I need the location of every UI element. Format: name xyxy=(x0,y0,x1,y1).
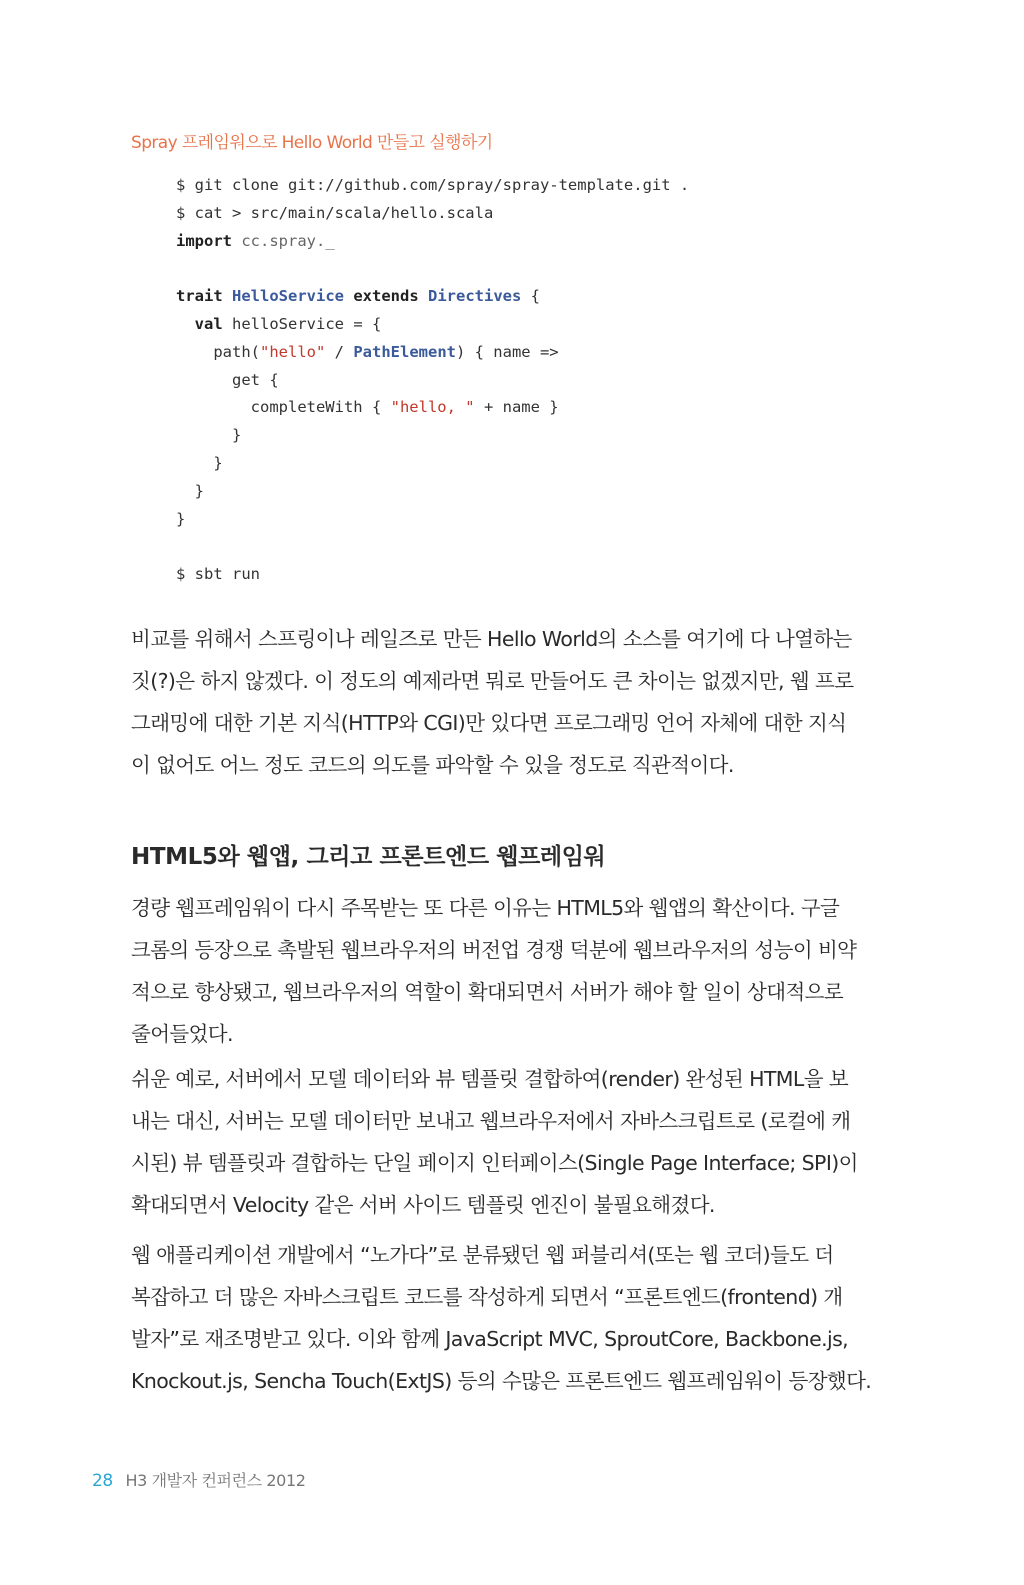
code-token: { xyxy=(521,287,541,306)
code-token: $ sbt run xyxy=(176,565,260,584)
code-token: get { xyxy=(176,370,279,389)
text-line: 내는 대신, 서버는 모델 데이터만 보내고 웹브라우저에서 자바스크립트로 (로컬에 캐 xyxy=(131,1109,851,1133)
code-line xyxy=(176,172,689,200)
text-line: 경량 웹프레임워이 다시 주목받는 또 다른 이유는 HTML5와 웹앱의 확산이다. 구글 xyxy=(131,896,840,920)
code-token: HelloService xyxy=(232,287,344,306)
code-caption: Spray 프레임워으로 Hello World 만들고 실행하기 xyxy=(131,133,493,153)
code-token: "hello, " xyxy=(390,398,475,417)
section-heading: HTML5와 웹앱, 그리고 프론트엔드 웹프레임워 xyxy=(131,844,606,870)
code-line xyxy=(176,533,689,561)
code-line xyxy=(176,228,689,256)
text-line: 비교를 위해서 스프링이나 레일즈로 만든 Hello World의 소스를 여기에 다 나열하는 xyxy=(131,627,852,651)
code-token: + name } xyxy=(474,398,559,417)
text-line: 줄어들었다. xyxy=(131,1022,233,1046)
text-line: 시된) 뷰 템플릿과 결합하는 단일 페이지 인터페이스(Single Page Interface; SPI)이 xyxy=(131,1151,858,1175)
code-line xyxy=(176,311,689,339)
code-token xyxy=(223,287,232,305)
code-line xyxy=(176,255,689,283)
code-line xyxy=(176,561,689,589)
code-token xyxy=(344,287,353,305)
code-line xyxy=(176,339,689,367)
code-line xyxy=(176,450,689,478)
paragraph-1 xyxy=(131,618,871,786)
code-token xyxy=(176,315,195,333)
paragraph-2 xyxy=(131,887,871,1055)
code-line xyxy=(176,200,689,228)
code-token: Directives xyxy=(428,287,522,306)
code-block xyxy=(176,172,689,589)
code-token: "hello" xyxy=(260,342,326,361)
text-line: 확대되면서 Velocity 같은 서버 사이드 템플릿 엔진이 불필요해졌다. xyxy=(131,1193,715,1217)
code-token: / xyxy=(325,342,354,361)
code-line xyxy=(176,506,689,534)
text-line: 짓(?)은 하지 않겠다. 이 정도의 예제라면 뭐로 만들어도 큰 차이는 없겠지만, 웹 프로 xyxy=(131,669,854,693)
page-number: 28 xyxy=(92,1471,113,1491)
code-line xyxy=(176,283,689,311)
code-token: import xyxy=(176,231,232,250)
code-line xyxy=(176,367,689,395)
code-token: } xyxy=(176,453,223,472)
code-token: $ git clone git://github.com/spray/spray-template.git . xyxy=(176,176,690,194)
code-token: extends xyxy=(353,287,419,306)
book-title: H3 개발자 컨퍼런스 2012 xyxy=(125,1471,306,1490)
code-token: } xyxy=(176,426,242,445)
text-line: 적으로 향상됐고, 웹브라우저의 역할이 확대되면서 서버가 해야 할 일이 상대적으로 xyxy=(131,980,844,1004)
page-footer xyxy=(92,1468,306,1491)
text-line: 웹 애플리케이션 개발에서 “노가다”로 분류됐던 웹 퍼블리셔(또는 웹 코더)들도 더 xyxy=(131,1243,834,1267)
code-token: } xyxy=(176,481,204,500)
code-token: helloService = { xyxy=(222,314,382,333)
code-token xyxy=(419,287,428,305)
text-line: 이 없어도 어느 정도 코드의 의도를 파악할 수 있을 정도로 직관적이다. xyxy=(131,753,734,777)
paragraph-4 xyxy=(131,1234,871,1402)
code-token: } xyxy=(176,509,186,528)
code-token: path( xyxy=(176,342,260,361)
code-line xyxy=(176,422,689,450)
code-token: val xyxy=(194,314,223,333)
code-token: PathElement xyxy=(353,342,456,361)
code-token: $ cat > src/main/scala/hello.scala xyxy=(176,203,494,222)
paragraph-3 xyxy=(131,1058,871,1226)
code-line xyxy=(176,394,689,422)
code-token: completeWith { xyxy=(176,398,391,417)
code-token: cc.spray._ xyxy=(232,231,335,250)
code-line xyxy=(176,478,689,506)
text-line: 쉬운 예로, 서버에서 모델 데이터와 뷰 템플릿 결합하여(render) 완성된 HTML을 보 xyxy=(131,1067,849,1091)
text-line: 발자”로 재조명받고 있다. 이와 함께 JavaScript MVC, SproutCore, Backbone.js, xyxy=(131,1327,849,1351)
text-line: 그래밍에 대한 기본 지식(HTTP와 CGI)만 있다면 프로그래밍 언어 자체에 대한 지식 xyxy=(131,711,847,735)
code-token: ) { name => xyxy=(455,342,559,361)
text-line: 복잡하고 더 많은 자바스크립트 코드를 작성하게 되면서 “프론트엔드(frontend) 개 xyxy=(131,1285,843,1309)
text-line: 크롬의 등장으로 촉발된 웹브라우저의 버전업 경쟁 덕분에 웹브라우저의 성능이 비약 xyxy=(131,938,857,962)
code-token: trait xyxy=(176,287,223,306)
text-line: Knockout.js, Sencha Touch(ExtJS) 등의 수많은 프론트엔드 웹프레임워이 등장했다. xyxy=(131,1369,872,1393)
